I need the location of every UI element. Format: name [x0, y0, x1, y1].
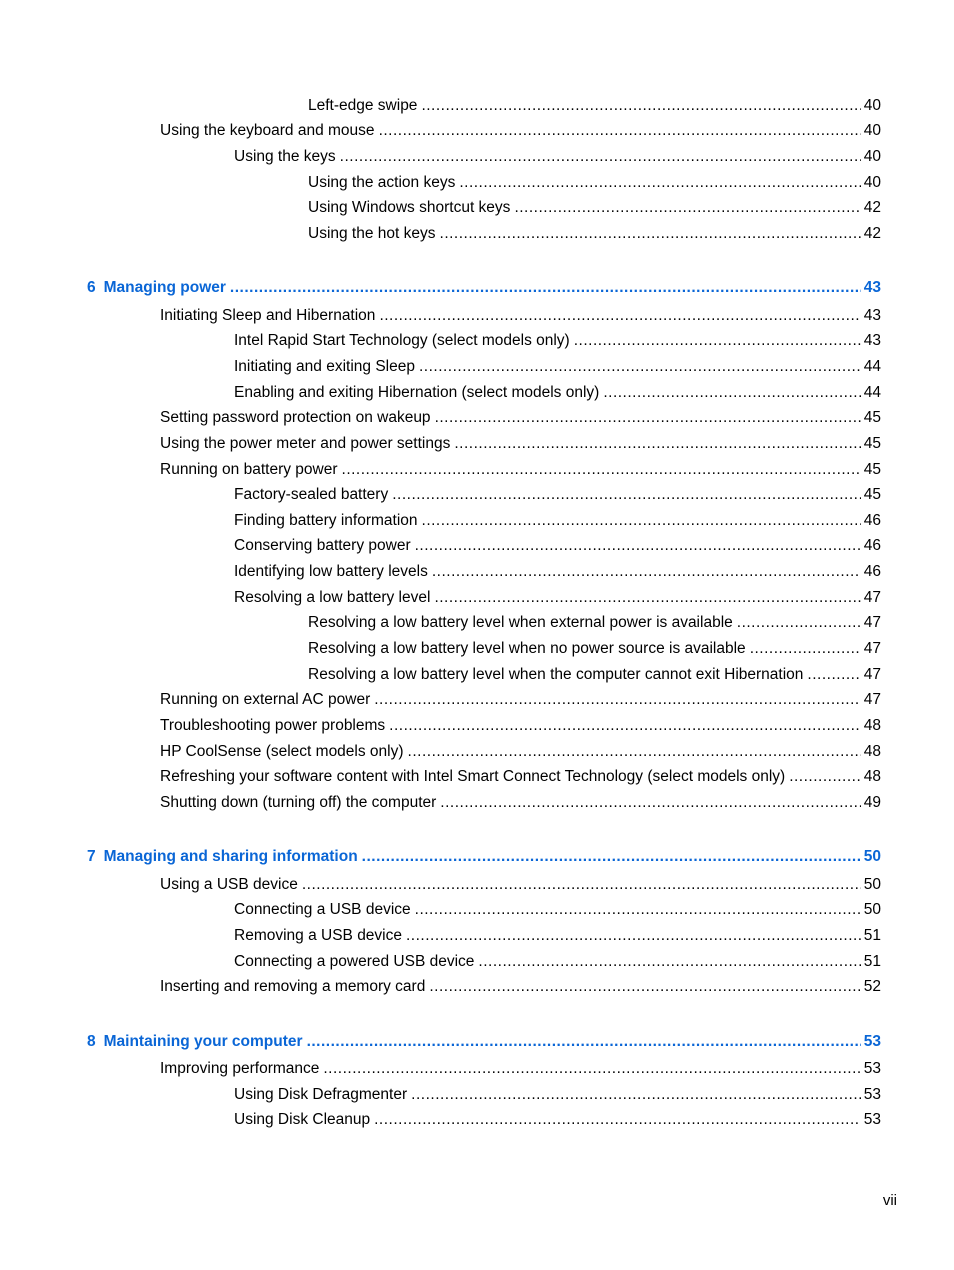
toc-entry-page: 48	[863, 743, 881, 760]
toc-entry-title: Refreshing your software content with Intel Smart Connect Technology (select models only)	[160, 768, 786, 785]
toc-entry-title: Resolving a low battery level when no power source is available	[308, 640, 746, 657]
toc-entry[interactable]	[308, 224, 881, 244]
toc-entry[interactable]	[160, 875, 881, 895]
toc-entry[interactable]	[160, 767, 881, 787]
toc-entry-title: Troubleshooting power problems	[160, 717, 386, 734]
toc-entry[interactable]	[234, 562, 881, 582]
toc-dot-leader	[432, 562, 861, 582]
toc-entry[interactable]	[234, 511, 881, 531]
toc-entry[interactable]	[160, 121, 881, 141]
toc-entry-page: 45	[863, 486, 881, 503]
toc-entry-title: Using Windows shortcut keys	[308, 199, 511, 216]
toc-chapter-number: 8	[87, 1033, 96, 1050]
toc-entry[interactable]	[160, 306, 881, 326]
toc-entry[interactable]	[160, 793, 881, 813]
toc-entry-title: Resolving a low battery level when external power is available	[308, 614, 733, 631]
toc-entry[interactable]	[234, 147, 881, 167]
toc-entry-page: 50	[863, 848, 881, 865]
toc-entry-page: 40	[863, 122, 881, 139]
toc-entry-title: Intel Rapid Start Technology (select models only)	[234, 332, 570, 349]
toc-entry[interactable]	[234, 588, 881, 608]
toc-entry-title: Maintaining your computer	[103, 1033, 303, 1050]
toc-entry[interactable]	[234, 331, 881, 351]
toc-entry-title: Resolving a low battery level	[234, 589, 431, 606]
toc-entry-title: Improving performance	[160, 1060, 320, 1077]
toc-entry-page: 51	[863, 953, 881, 970]
toc-entry[interactable]	[234, 926, 881, 946]
toc-entry-title: Using the hot keys	[308, 225, 436, 242]
toc-entry-page: 53	[863, 1033, 881, 1050]
toc-entry-title: Inserting and removing a memory card	[160, 978, 426, 995]
toc-dot-leader	[340, 147, 861, 167]
toc-entry-page: 53	[863, 1060, 881, 1077]
toc-entry-title: Connecting a powered USB device	[234, 953, 475, 970]
toc-entry-title: Factory-sealed battery	[234, 486, 389, 503]
toc-dot-leader	[750, 639, 861, 659]
toc-entry-page: 40	[863, 174, 881, 191]
toc-entry-title: Initiating Sleep and Hibernation	[160, 307, 376, 324]
toc-dot-leader	[307, 1032, 861, 1052]
toc-dot-leader	[478, 952, 860, 972]
toc-entry[interactable]	[160, 434, 881, 454]
toc-entry-page: 42	[863, 225, 881, 242]
toc-dot-leader	[392, 485, 861, 505]
toc-entry-page: 48	[863, 717, 881, 734]
toc-dot-leader	[514, 198, 860, 218]
toc-entry-page: 49	[863, 794, 881, 811]
toc-entry-page: 52	[863, 978, 881, 995]
toc-entry-page: 46	[863, 563, 881, 580]
toc-dot-leader	[807, 665, 860, 685]
toc-dot-leader	[440, 224, 861, 244]
toc-entry-page: 50	[863, 876, 881, 893]
toc-entry-title: Using Disk Cleanup	[234, 1111, 371, 1128]
toc-entry[interactable]	[308, 173, 881, 193]
toc-entry[interactable]	[234, 1110, 881, 1130]
toc-entry-title: Using a USB device	[160, 876, 298, 893]
toc-entry-page: 50	[863, 901, 881, 918]
toc-entry-title: Removing a USB device	[234, 927, 402, 944]
toc-dot-leader	[389, 716, 861, 736]
toc-entry-title: Using the action keys	[308, 174, 456, 191]
toc-entry-page: 47	[863, 666, 881, 683]
toc-entry-page: 47	[863, 640, 881, 657]
toc-entry-page: 40	[863, 148, 881, 165]
toc-dot-leader	[379, 306, 860, 326]
toc-entry[interactable]	[160, 716, 881, 736]
toc-chapter-entry[interactable]	[87, 278, 881, 298]
toc-chapter-number: 6	[87, 279, 96, 296]
toc-dot-leader	[737, 613, 861, 633]
toc-entry-page: 53	[863, 1086, 881, 1103]
toc-entry-title: Using Disk Defragmenter	[234, 1086, 408, 1103]
toc-entry[interactable]	[160, 1059, 881, 1079]
toc-entry-page: 43	[863, 307, 881, 324]
toc-entry[interactable]	[308, 198, 881, 218]
toc-dot-leader	[415, 536, 861, 556]
toc-entry-page: 43	[863, 279, 881, 296]
toc-entry-title: Managing and sharing information	[103, 848, 358, 865]
toc-entry-page: 48	[863, 768, 881, 785]
toc-entry[interactable]	[308, 665, 881, 685]
toc-entry-title: Using the keys	[234, 148, 336, 165]
toc-dot-leader	[434, 588, 860, 608]
toc-dot-leader	[454, 434, 860, 454]
toc-entry-title: Setting password protection on wakeup	[160, 409, 431, 426]
toc-entry-title: Running on battery power	[160, 461, 338, 478]
toc-entry[interactable]	[234, 900, 881, 920]
toc-dot-leader	[323, 1059, 860, 1079]
toc-entry[interactable]	[160, 742, 881, 762]
toc-entry-page: 51	[863, 927, 881, 944]
toc-dot-leader	[415, 900, 861, 920]
toc-dot-leader	[379, 121, 861, 141]
toc-entry-page: 46	[863, 512, 881, 529]
toc-entry[interactable]	[308, 96, 881, 116]
toc-entry-page: 47	[863, 691, 881, 708]
toc-entry[interactable]	[160, 690, 881, 710]
toc-dot-leader	[435, 408, 861, 428]
toc-entry-page: 43	[863, 332, 881, 349]
toc-entry-title: Using the power meter and power settings	[160, 435, 451, 452]
toc-entry-page: 47	[863, 614, 881, 631]
toc-entry[interactable]	[160, 977, 881, 997]
toc-dot-leader	[422, 511, 861, 531]
toc-entry-title: Initiating and exiting Sleep	[234, 358, 415, 375]
toc-entry-page: 44	[863, 384, 881, 401]
toc-dot-leader	[230, 278, 861, 298]
toc-dot-leader	[459, 173, 860, 193]
toc-entry-title: Left-edge swipe	[308, 97, 418, 114]
toc-dot-leader	[374, 690, 861, 710]
toc-dot-leader	[411, 1085, 861, 1105]
toc-dot-leader	[302, 875, 861, 895]
page-number: vii	[882, 1192, 897, 1209]
toc-dot-leader	[789, 767, 861, 787]
toc-entry[interactable]	[234, 536, 881, 556]
toc-dot-leader	[406, 926, 861, 946]
toc-entry[interactable]	[234, 357, 881, 377]
toc-entry[interactable]	[308, 613, 881, 633]
toc-entry-title: Conserving battery power	[234, 537, 411, 554]
toc-dot-leader	[421, 96, 860, 116]
toc-entry-page: 45	[863, 435, 881, 452]
toc-entry-title: Identifying low battery levels	[234, 563, 428, 580]
toc-chapter-entry[interactable]	[87, 1032, 881, 1052]
toc-dot-leader	[408, 742, 861, 762]
toc-chapter-entry[interactable]	[87, 847, 881, 867]
toc-entry-title: HP CoolSense (select models only)	[160, 743, 404, 760]
toc-entry-title: Finding battery information	[234, 512, 418, 529]
toc-entry-title: Managing power	[103, 279, 226, 296]
toc-entry-title: Using the keyboard and mouse	[160, 122, 375, 139]
toc-dot-leader	[374, 1110, 861, 1130]
toc-entry-page: 44	[863, 358, 881, 375]
toc-entry-page: 42	[863, 199, 881, 216]
toc-entry-page: 45	[863, 409, 881, 426]
toc-dot-leader	[440, 793, 860, 813]
toc-dot-leader	[419, 357, 861, 377]
toc-dot-leader	[429, 977, 860, 997]
toc-entry-page: 40	[863, 97, 881, 114]
toc-entry[interactable]	[234, 485, 881, 505]
toc-entry-page: 53	[863, 1111, 881, 1128]
toc-entry[interactable]	[160, 460, 881, 480]
toc-entry-page: 45	[863, 461, 881, 478]
toc-entry[interactable]	[234, 1085, 881, 1105]
toc-entry-page: 47	[863, 589, 881, 606]
toc-entry-title: Enabling and exiting Hibernation (select models only)	[234, 384, 600, 401]
toc-dot-leader	[603, 383, 860, 403]
toc-dot-leader	[342, 460, 861, 480]
toc-entry-title: Connecting a USB device	[234, 901, 411, 918]
toc-entry[interactable]	[234, 383, 881, 403]
toc-entry-title: Running on external AC power	[160, 691, 371, 708]
toc-entry-page: 46	[863, 537, 881, 554]
toc-entry[interactable]	[160, 408, 881, 428]
toc-entry[interactable]	[234, 952, 881, 972]
toc-dot-leader	[362, 847, 861, 867]
toc-dot-leader	[574, 331, 861, 351]
toc-entry[interactable]	[308, 639, 881, 659]
toc-entry-title: Shutting down (turning off) the computer	[160, 794, 437, 811]
toc-entry-title: Resolving a low battery level when the computer cannot exit Hibernation	[308, 666, 804, 683]
toc-chapter-number: 7	[87, 848, 96, 865]
